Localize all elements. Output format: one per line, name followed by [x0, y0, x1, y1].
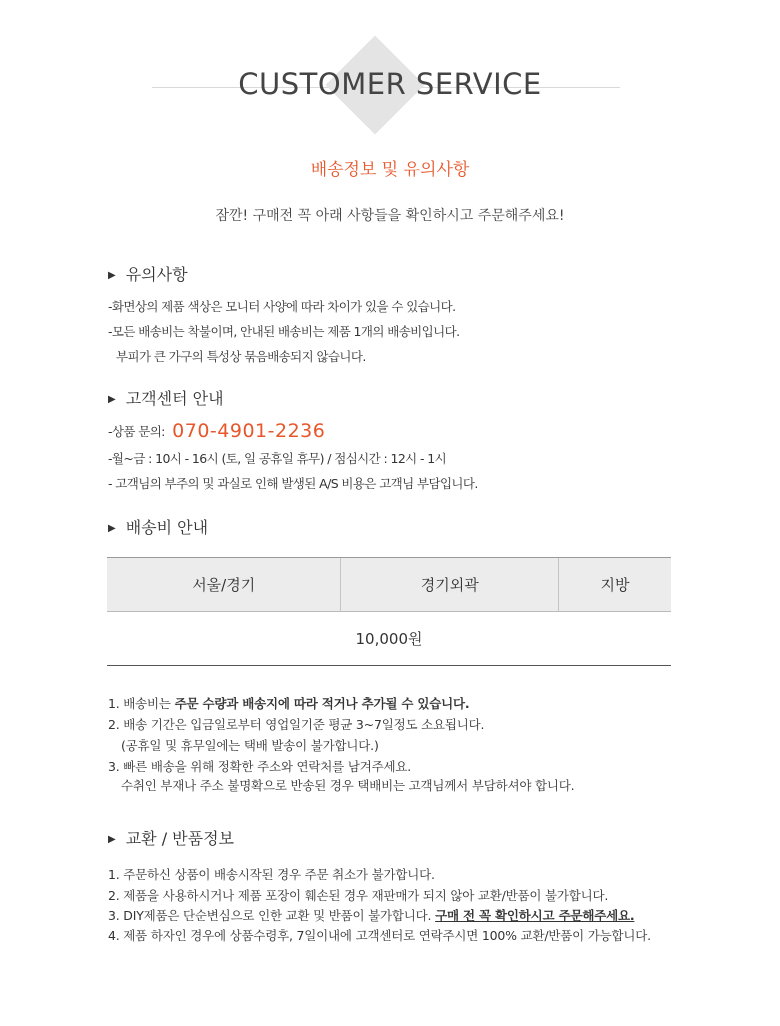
section-subtitle: 배송정보 및 유의사항 [310, 160, 470, 180]
exchange-line-2: 2. 제품을 사용하시거나 제품 포장이 훼손된 경우 재판매가 되지 않아 교환/반품이 불가합니다. [108, 888, 609, 903]
region-local: 지방 [559, 558, 671, 612]
triangle-bullet-icon: ▶ [108, 523, 116, 534]
cs-header [0, 40, 780, 140]
region-seoul: 서울/경기 [107, 558, 341, 612]
exchange-line-3: 3. DIY제품은 단순변심으로 인한 교환 및 반품이 불가합니다. 구매 전 꼭 확인하시고 주문해주세요. [108, 908, 635, 923]
notice-line-2: -모든 배송비는 착불이며, 안내된 배송비는 제품 1개의 배송비입니다. [108, 324, 460, 339]
phone-label: -상품 문의: [108, 424, 165, 439]
triangle-bullet-icon: ▶ [108, 834, 116, 845]
shipping-fee: 10,000원 [107, 612, 671, 666]
hours-line: -월~금 : 10시 - 16시 (토, 일 공휴일 휴무) / 점심시간 : 12시 - 1시 [108, 451, 447, 466]
shipping-heading [108, 515, 208, 538]
notice-line-1: -화면상의 제품 색상은 모니터 사양에 따라 차이가 있을 수 있습니다. [108, 299, 456, 314]
shipping-note-3: 3. 빠른 배송을 위해 정확한 주소와 연락처를 남겨주세요. [108, 759, 411, 774]
cs-title: 고객센터 안내 [125, 389, 224, 408]
notice-heading [108, 262, 188, 285]
cs-heading [108, 386, 224, 409]
exchange-title: 교환 / 반품정보 [125, 829, 235, 848]
notice-title: 유의사항 [125, 265, 188, 284]
table-header-row [107, 558, 671, 612]
region-outer: 경기외곽 [341, 558, 559, 612]
triangle-bullet-icon: ▶ [108, 394, 116, 405]
shipping-note-2b: (공휴일 및 휴무일에는 택배 발송이 불가합니다.) [121, 738, 379, 753]
shipping-fee-table [107, 557, 671, 666]
as-line: - 고객님의 부주의 및 과실로 인해 발생된 A/S 비용은 고객님 부담입니다. [108, 476, 478, 491]
shipping-note-1: 1. 배송비는 주문 수량과 배송지에 따라 적거나 추가될 수 있습니다. [108, 696, 470, 711]
exchange-line-1: 1. 주문하신 상품이 배송시작된 경우 주문 취소가 불가합니다. [108, 867, 435, 882]
phone-row [108, 420, 325, 442]
shipping-note-3b: 수취인 부재나 주소 불명확으로 반송된 경우 택배비는 고객님께서 부담하셔야 합니다. [121, 778, 575, 793]
exchange-line-4: 4. 제품 하자인 경우에 상품수령후, 7일이내에 고객센터로 연락주시면 100% 교환/반품이 가능합니다. [108, 928, 651, 943]
triangle-bullet-icon: ▶ [108, 270, 116, 281]
exchange-heading [108, 826, 234, 849]
intro-text: 잠깐! 구매전 꼭 아래 사항들을 확인하시고 주문해주세요! [215, 208, 565, 224]
shipping-note-2: 2. 배송 기간은 입금일로부터 영업일기준 평균 3~7일정도 소요됩니다. [108, 717, 485, 732]
notice-line-3: 부피가 큰 가구의 특성상 묶음배송되지 않습니다. [116, 349, 366, 364]
page-title: CUSTOMER SERVICE [238, 67, 542, 101]
table-row [107, 612, 671, 666]
phone-number[interactable]: 070-4901-2236 [172, 420, 326, 442]
shipping-title: 배송비 안내 [125, 518, 209, 537]
